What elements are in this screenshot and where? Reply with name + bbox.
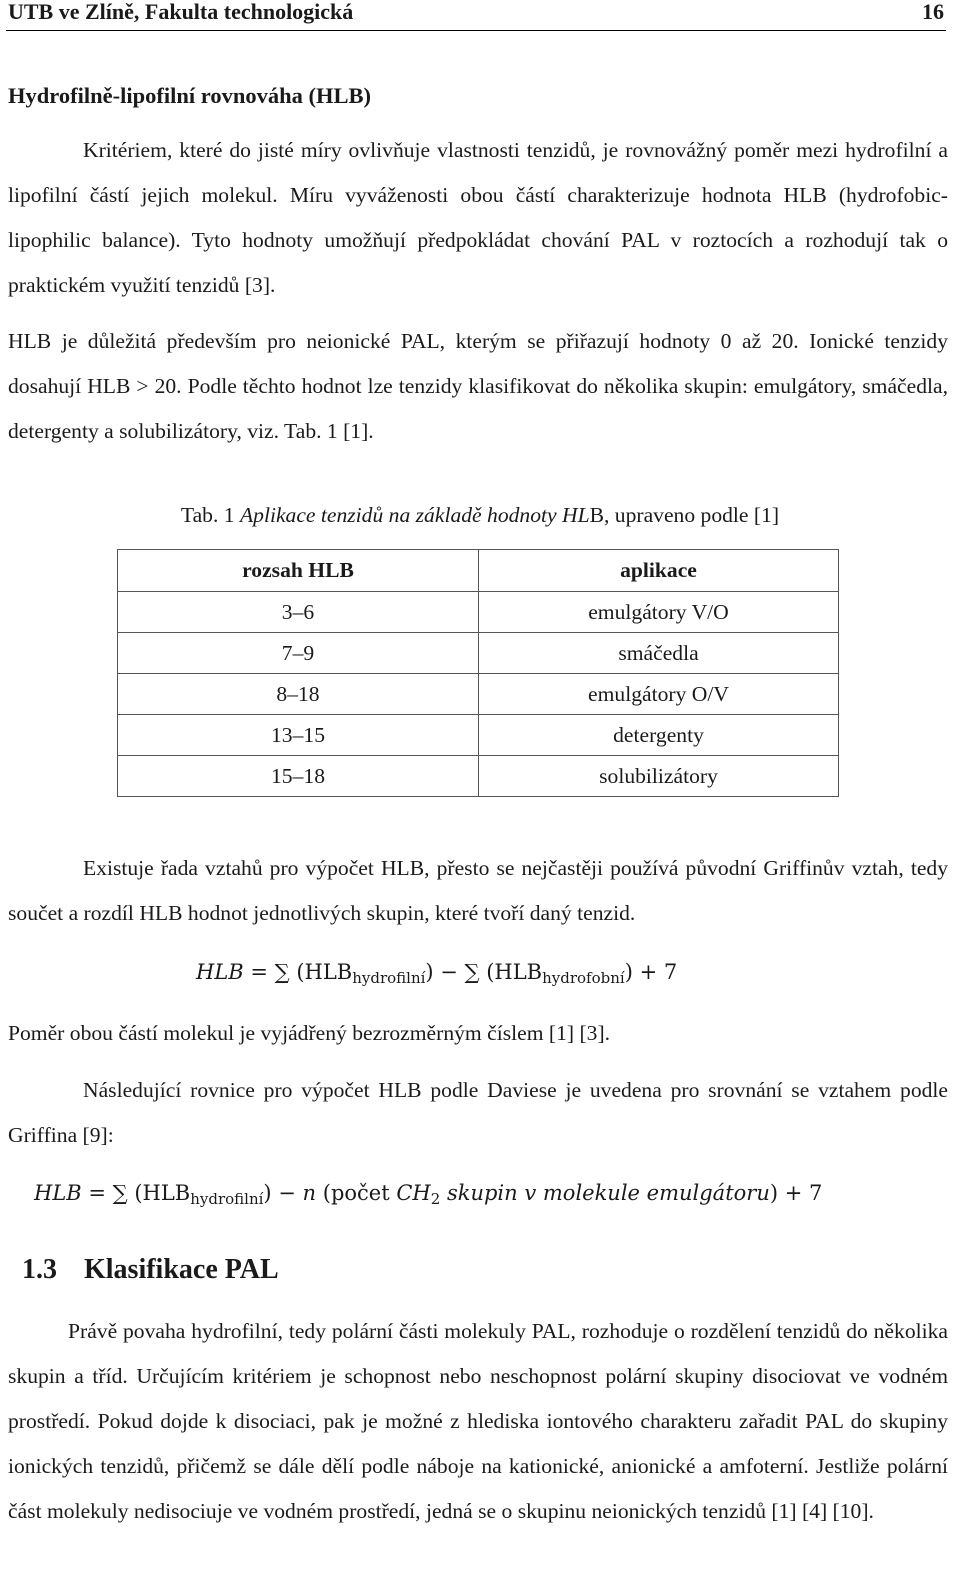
column-header-application: aplikace [479, 550, 839, 592]
column-header-range: rozsah HLB [118, 550, 479, 592]
cell-application: solubilizátory [479, 756, 839, 797]
table-row [118, 633, 839, 674]
paragraph-hlb-classes [8, 319, 948, 454]
formula-n: n [302, 1181, 317, 1205]
paragraph-hlb-intro [8, 128, 948, 308]
formula-part: ) + 7 [769, 1181, 823, 1205]
formula-part: ) − ∑ (HLB [425, 960, 543, 984]
paragraph-text: Kritériem, které do jisté míry ovlivňuje vlastnosti tenzidů, je rovnovážný poměr mezi hydrofilní a lipofilní částí jejich molekul. Míru vyváženosti obou částí charakterizuje hodnota HLB (hydrofobic-lipophilic balance). Tyto hodnoty umožňují předpokládat chování PAL v roztocích a rozhodují tak o praktickém využití tenzidů [3]. [8, 138, 948, 297]
paragraph-text: Následující rovnice pro výpočet HLB podle Daviese je uvedena pro srovnání se vztahem podle Griffina [9]: [8, 1078, 948, 1147]
formula-subscript: hydrofobní [542, 969, 625, 987]
formula-ch: CH [396, 1181, 431, 1205]
section-title: Klasifikace PAL [84, 1254, 279, 1285]
paragraph-griffin [8, 846, 948, 936]
caption-italic: Aplikace tenzidů na základě hodnoty HL [239, 503, 590, 527]
section-heading-hlb: Hydrofilně-lipofilní rovnováha (HLB) [8, 83, 371, 108]
paragraph-text: Právě povaha hydrofilní, tedy polární části molekuly PAL, rozhoduje o rozdělení tenzidů do několika skupin a tříd. Určujícím kritériem je schopnost nebo neschopnost polární skupiny disociovat ve vodném prostředí. Pokud dojde k disociaci, pak je možné z hlediska iontového charakteru zařadit PAL do skupiny ionických tenzidů, přičemž se dále dělí podle náboje na kationické, anionické a amfoterní. Jestliže polární část molekuly nedisociuje ve vodném prostředí, jedná se o skupinu neionických tenzidů [1] [4] [10]. [8, 1319, 948, 1523]
formula-part: skupin v molekule emulgátoru [440, 1181, 770, 1205]
formula-part: (počet [316, 1181, 397, 1205]
hlb-table [117, 549, 839, 797]
griffin-formula [196, 957, 677, 987]
cell-range: 13–15 [118, 715, 479, 756]
table-row [118, 756, 839, 797]
table-row [118, 674, 839, 715]
cell-range: 7–9 [118, 633, 479, 674]
formula-part: ) + 7 [624, 960, 678, 984]
table-row [118, 592, 839, 633]
caption-suffix: B, upraveno podle [1] [589, 503, 780, 527]
table-header-row [118, 550, 839, 592]
page-number: 16 [922, 0, 944, 24]
caption-prefix: Tab. 1 [180, 503, 240, 527]
cell-application: smáčedla [479, 633, 839, 674]
paragraph-text: HLB je důležitá především pro neionické PAL, kterým se přiřazují hodnoty 0 až 20. Ionické tenzidy dosahují HLB > 20. Podle těchto hodnot lze tenzidy klasifikovat do několika skupin: emulgátory, smáčedla, detergenty a solubilizátory, viz. Tab. 1 [1]. [8, 329, 948, 443]
table-caption [0, 500, 960, 530]
cell-application: detergenty [479, 715, 839, 756]
cell-application: emulgátory V/O [479, 592, 839, 633]
paragraph-davies [8, 1068, 948, 1158]
formula-subscript: hydrofilní [190, 1190, 264, 1208]
paragraph-classification [8, 1309, 948, 1534]
formula-lhs: HLB [34, 1181, 82, 1205]
paragraph-text: Existuje řada vztahů pro výpočet HLB, přesto se nejčastěji používá původní Griffinův vztah, tedy součet a rozdíl HLB hodnot jednotlivých skupin, které tvoří daný tenzid. [8, 856, 948, 925]
paragraph-text: Poměr obou částí molekul je vyjádřený bezrozměrným číslem [1] [3]. [8, 1021, 611, 1045]
formula-subscript: hydrofilní [352, 969, 426, 987]
paragraph-ratio [8, 1011, 948, 1056]
section-heading-1-3 [22, 1253, 279, 1287]
formula-part: = ∑ (HLB [243, 960, 353, 984]
cell-range: 8–18 [118, 674, 479, 715]
page-header [6, 0, 946, 31]
davies-formula [34, 1178, 822, 1208]
cell-application: emulgátory O/V [479, 674, 839, 715]
table-row [118, 715, 839, 756]
formula-part: = ∑ (HLB [81, 1181, 191, 1205]
formula-part: ) − [263, 1181, 303, 1205]
header-title: UTB ve Zlíně, Fakulta technologická [8, 0, 354, 24]
formula-lhs: HLB [196, 960, 244, 984]
cell-range: 3–6 [118, 592, 479, 633]
formula-subscript: 2 [430, 1190, 441, 1208]
cell-range: 15–18 [118, 756, 479, 797]
section-number: 1.3 [22, 1254, 57, 1285]
